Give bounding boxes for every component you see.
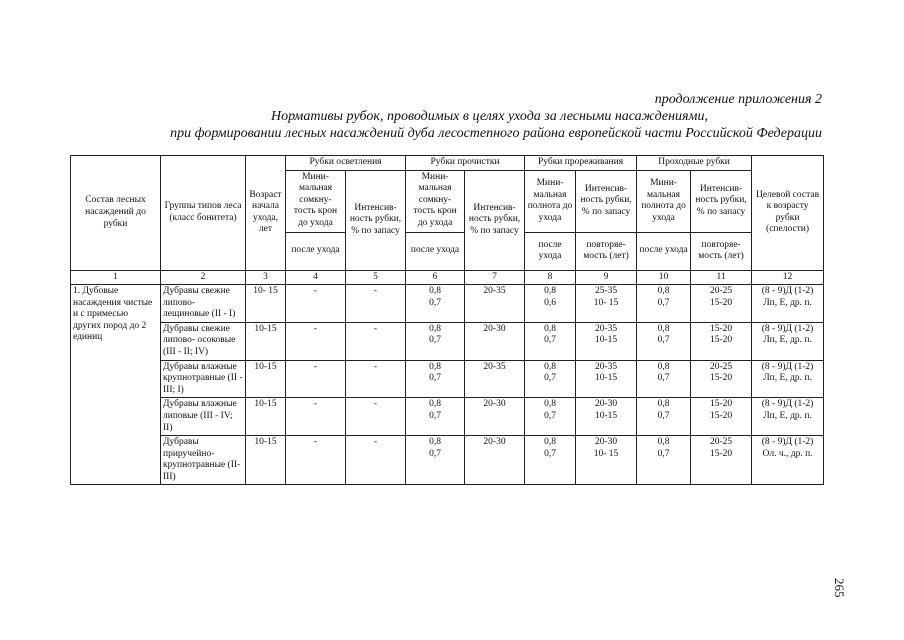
- cleaning-crown-cell: [406, 285, 465, 323]
- col-number: 7: [465, 270, 525, 285]
- cleaning-intensity-cell: 20-30: [465, 322, 525, 360]
- header-repeat-11: повторяе- мость (лет): [691, 232, 752, 270]
- thinning-intensity-cell: [576, 322, 637, 360]
- passing-repeat: 15-20: [709, 297, 733, 308]
- thinning-intensity: 20-30: [594, 399, 618, 410]
- passing-density-cell: [637, 285, 691, 323]
- header-age: Возраст начала ухода, лет: [246, 156, 286, 271]
- column-number-row: [71, 270, 824, 285]
- norms-table: [70, 155, 824, 485]
- passing-intensity-cell: [691, 360, 752, 398]
- cleaning-intensity-cell: 20-30: [465, 398, 525, 436]
- thinning-intensity: 20-30: [594, 437, 618, 448]
- cleaning-crown-cell: [406, 322, 465, 360]
- age-cell: 10- 15: [246, 285, 286, 323]
- col-number: 10: [637, 270, 691, 285]
- passing-density-cell: [637, 436, 691, 485]
- thinning-density-cell: [525, 360, 576, 398]
- header-intens-9: Интенсив- ность рубки, % по запасу: [576, 170, 637, 232]
- col-number: 4: [286, 270, 346, 285]
- header-after-10: после ухода: [637, 232, 691, 270]
- header-intens-7: Интенсив- ность рубки, % по запасу: [465, 170, 525, 270]
- cleaning-crown-after: 0,7: [429, 410, 441, 421]
- thinning-density-after: 0,7: [544, 373, 556, 384]
- header-lightening: Рубки осветления: [286, 156, 406, 171]
- thinning-repeat: 10-15: [594, 335, 618, 346]
- thinning-density-before: 0,8: [544, 286, 556, 297]
- header-target: Целевой состав к возрасту рубки (спелости): [752, 156, 824, 271]
- col-number: 12: [752, 270, 824, 285]
- thinning-density-after: 0,7: [544, 410, 556, 421]
- passing-density-after: 0,7: [657, 448, 670, 459]
- thinning-repeat: 10-15: [594, 410, 618, 421]
- cleaning-crown-after: 0,7: [429, 448, 441, 459]
- cleaning-crown-after: 0,7: [429, 373, 441, 384]
- passing-density-after: 0,7: [657, 373, 670, 384]
- cleaning-crown-before: 0,8: [429, 399, 441, 410]
- header-row-groups: [71, 156, 824, 171]
- header-composition: Состав лесных насаждений до рубки: [71, 156, 161, 271]
- cleaning-crown-cell: [406, 436, 465, 485]
- age-cell: 10-15: [246, 360, 286, 398]
- cleaning-crown-after: 0,7: [429, 335, 441, 346]
- passing-density-before: 0,8: [657, 361, 670, 372]
- col-number: 6: [406, 270, 465, 285]
- thinning-repeat: 10-15: [594, 373, 618, 384]
- header-intens-11: Интенсив- ность рубки, % по запасу: [691, 170, 752, 232]
- passing-intensity-cell: [691, 398, 752, 436]
- thinning-density-before: 0,8: [544, 399, 556, 410]
- thinning-intensity-cell: [576, 436, 637, 485]
- passing-repeat: 15-20: [709, 410, 733, 421]
- passing-density-cell: [637, 360, 691, 398]
- thinning-density-after: 0,7: [544, 448, 556, 459]
- page-title-line1: Нормативы рубок, проводимых в целях ухода за лесными насаждениями,: [271, 109, 708, 124]
- forest-group-cell: Дубравы свежие липово- лещиновые (II - I): [161, 285, 246, 323]
- passing-intensity: 15-20: [709, 399, 733, 410]
- thinning-density-before: 0,8: [544, 361, 556, 372]
- passing-density-before: 0,8: [657, 286, 670, 297]
- table-row: [71, 398, 824, 436]
- cleaning-crown-before: 0,8: [429, 323, 441, 334]
- lightening-intensity-cell: -: [346, 322, 406, 360]
- col-number: 2: [161, 270, 246, 285]
- header-after-4: после ухода: [286, 232, 346, 270]
- table-row: [71, 322, 824, 360]
- passing-density-before: 0,8: [657, 323, 670, 334]
- thinning-intensity-cell: [576, 398, 637, 436]
- header-repeat-9: повторяе- мость (лет): [576, 232, 637, 270]
- thinning-intensity: 20-35: [594, 361, 618, 372]
- age-cell: 10-15: [246, 398, 286, 436]
- header-min-density-8: Мини- мальная полнота до ухода: [525, 170, 576, 232]
- target-composition-cell: (8 - 9)Д (1-2) Лп, Е, др. п.: [752, 360, 824, 398]
- thinning-intensity: 20-35: [594, 323, 618, 334]
- lightening-intensity-cell: -: [346, 285, 406, 323]
- thinning-density-after: 0,7: [544, 335, 556, 346]
- cleaning-crown-before: 0,8: [429, 361, 441, 372]
- target-composition-cell: (8 - 9)Д (1-2) Лп, Е, др. п.: [752, 322, 824, 360]
- cleaning-intensity-cell: 20-35: [465, 360, 525, 398]
- table-row: [71, 436, 824, 485]
- col-number: 3: [246, 270, 286, 285]
- col-number: 1: [71, 270, 161, 285]
- passing-repeat: 15-20: [709, 448, 733, 459]
- cleaning-intensity-cell: 20-35: [465, 285, 525, 323]
- lightening-crown-cell: -: [286, 398, 346, 436]
- header-after-8: после ухода: [525, 232, 576, 270]
- age-cell: 10-15: [246, 322, 286, 360]
- passing-density-cell: [637, 322, 691, 360]
- header-forest-groups: Группы типов леса (класс бонитета): [161, 156, 246, 271]
- passing-repeat: 15-20: [709, 373, 733, 384]
- composition-cell: 1. Дубовые насаждения чистые и с примесью других пород до 2 единиц: [71, 285, 161, 485]
- cleaning-crown-after: 0,7: [429, 297, 441, 308]
- passing-intensity-cell: [691, 322, 752, 360]
- cleaning-crown-cell: [406, 398, 465, 436]
- thinning-density-before: 0,8: [544, 323, 556, 334]
- header-after-6: после ухода: [406, 232, 465, 270]
- target-composition-cell: (8 - 9)Д (1-2) Лп, Е, др. п.: [752, 285, 824, 323]
- lightening-crown-cell: -: [286, 436, 346, 485]
- thinning-repeat: 10- 15: [593, 448, 619, 459]
- cleaning-intensity-cell: 20-30: [465, 436, 525, 485]
- header-passing: Проходные рубки: [637, 156, 752, 171]
- table-row: [71, 285, 824, 323]
- passing-intensity: 20-25: [709, 437, 733, 448]
- target-composition-cell: (8 - 9)Д (1-2) Ол. ч., др. п.: [752, 436, 824, 485]
- table-row: [71, 360, 824, 398]
- header-intens-5: Интенсив- ность рубки, % по запасу: [346, 170, 406, 270]
- col-number: 11: [691, 270, 752, 285]
- passing-density-after: 0,7: [657, 410, 670, 421]
- passing-density-before: 0,8: [657, 399, 670, 410]
- forest-group-cell: Дубравы свежие липово- осоковые (III - II; IV): [161, 322, 246, 360]
- thinning-density-cell: [525, 322, 576, 360]
- thinning-density-before: 0,8: [544, 437, 556, 448]
- header-min-crown-4: Мини- мальная сомкну- тость крон до ухода: [286, 170, 346, 232]
- lightening-intensity-cell: -: [346, 436, 406, 485]
- header-cleaning: Рубки прочистки: [406, 156, 525, 171]
- col-number: 8: [525, 270, 576, 285]
- passing-repeat: 15-20: [709, 335, 733, 346]
- passing-density-cell: [637, 398, 691, 436]
- cleaning-crown-before: 0,8: [429, 286, 441, 297]
- thinning-repeat: 10- 15: [593, 297, 619, 308]
- col-number: 5: [346, 270, 406, 285]
- thinning-intensity-cell: [576, 360, 637, 398]
- lightening-intensity-cell: -: [346, 398, 406, 436]
- thinning-density-cell: [525, 398, 576, 436]
- page-number: 265: [832, 578, 847, 598]
- lightening-crown-cell: -: [286, 322, 346, 360]
- passing-density-after: 0,7: [657, 297, 670, 308]
- passing-intensity: 20-25: [709, 361, 733, 372]
- forest-group-cell: Дубравы приручейно- крупнотравные (II-III): [161, 436, 246, 485]
- cleaning-crown-cell: [406, 360, 465, 398]
- lightening-crown-cell: -: [286, 285, 346, 323]
- header-min-density-10: Мини- мальная полнота до ухода: [637, 170, 691, 232]
- passing-intensity-cell: [691, 436, 752, 485]
- thinning-density-cell: [525, 436, 576, 485]
- thinning-intensity-cell: [576, 285, 637, 323]
- thinning-density-cell: [525, 285, 576, 323]
- passing-density-before: 0,8: [657, 437, 670, 448]
- header-thinning: Рубки прореживания: [525, 156, 637, 171]
- thinning-density-after: 0,6: [544, 297, 556, 308]
- passing-intensity: 15-20: [709, 323, 733, 334]
- lightening-intensity-cell: -: [346, 360, 406, 398]
- cleaning-crown-before: 0,8: [429, 437, 441, 448]
- forest-group-cell: Дубравы влажные липовые (III - IV; II): [161, 398, 246, 436]
- age-cell: 10-15: [246, 436, 286, 485]
- appendix-label: продолжение приложения 2: [654, 92, 822, 107]
- passing-intensity-cell: [691, 285, 752, 323]
- thinning-intensity: 25-35: [594, 286, 618, 297]
- passing-density-after: 0,7: [657, 335, 670, 346]
- page-title-line2: при формировании лесных насаждений дуба лесостепного района европейской части Российской Федерации: [170, 126, 822, 141]
- col-number: 9: [576, 270, 637, 285]
- target-composition-cell: (8 - 9)Д (1-2) Лп, Е, др. п.: [752, 398, 824, 436]
- passing-intensity: 20-25: [709, 286, 733, 297]
- lightening-crown-cell: -: [286, 360, 346, 398]
- header-min-crown-6: Мини- мальная сомкну- тость крон до ухода: [406, 170, 465, 232]
- forest-group-cell: Дубравы влажные крупнотравные (II - III; I): [161, 360, 246, 398]
